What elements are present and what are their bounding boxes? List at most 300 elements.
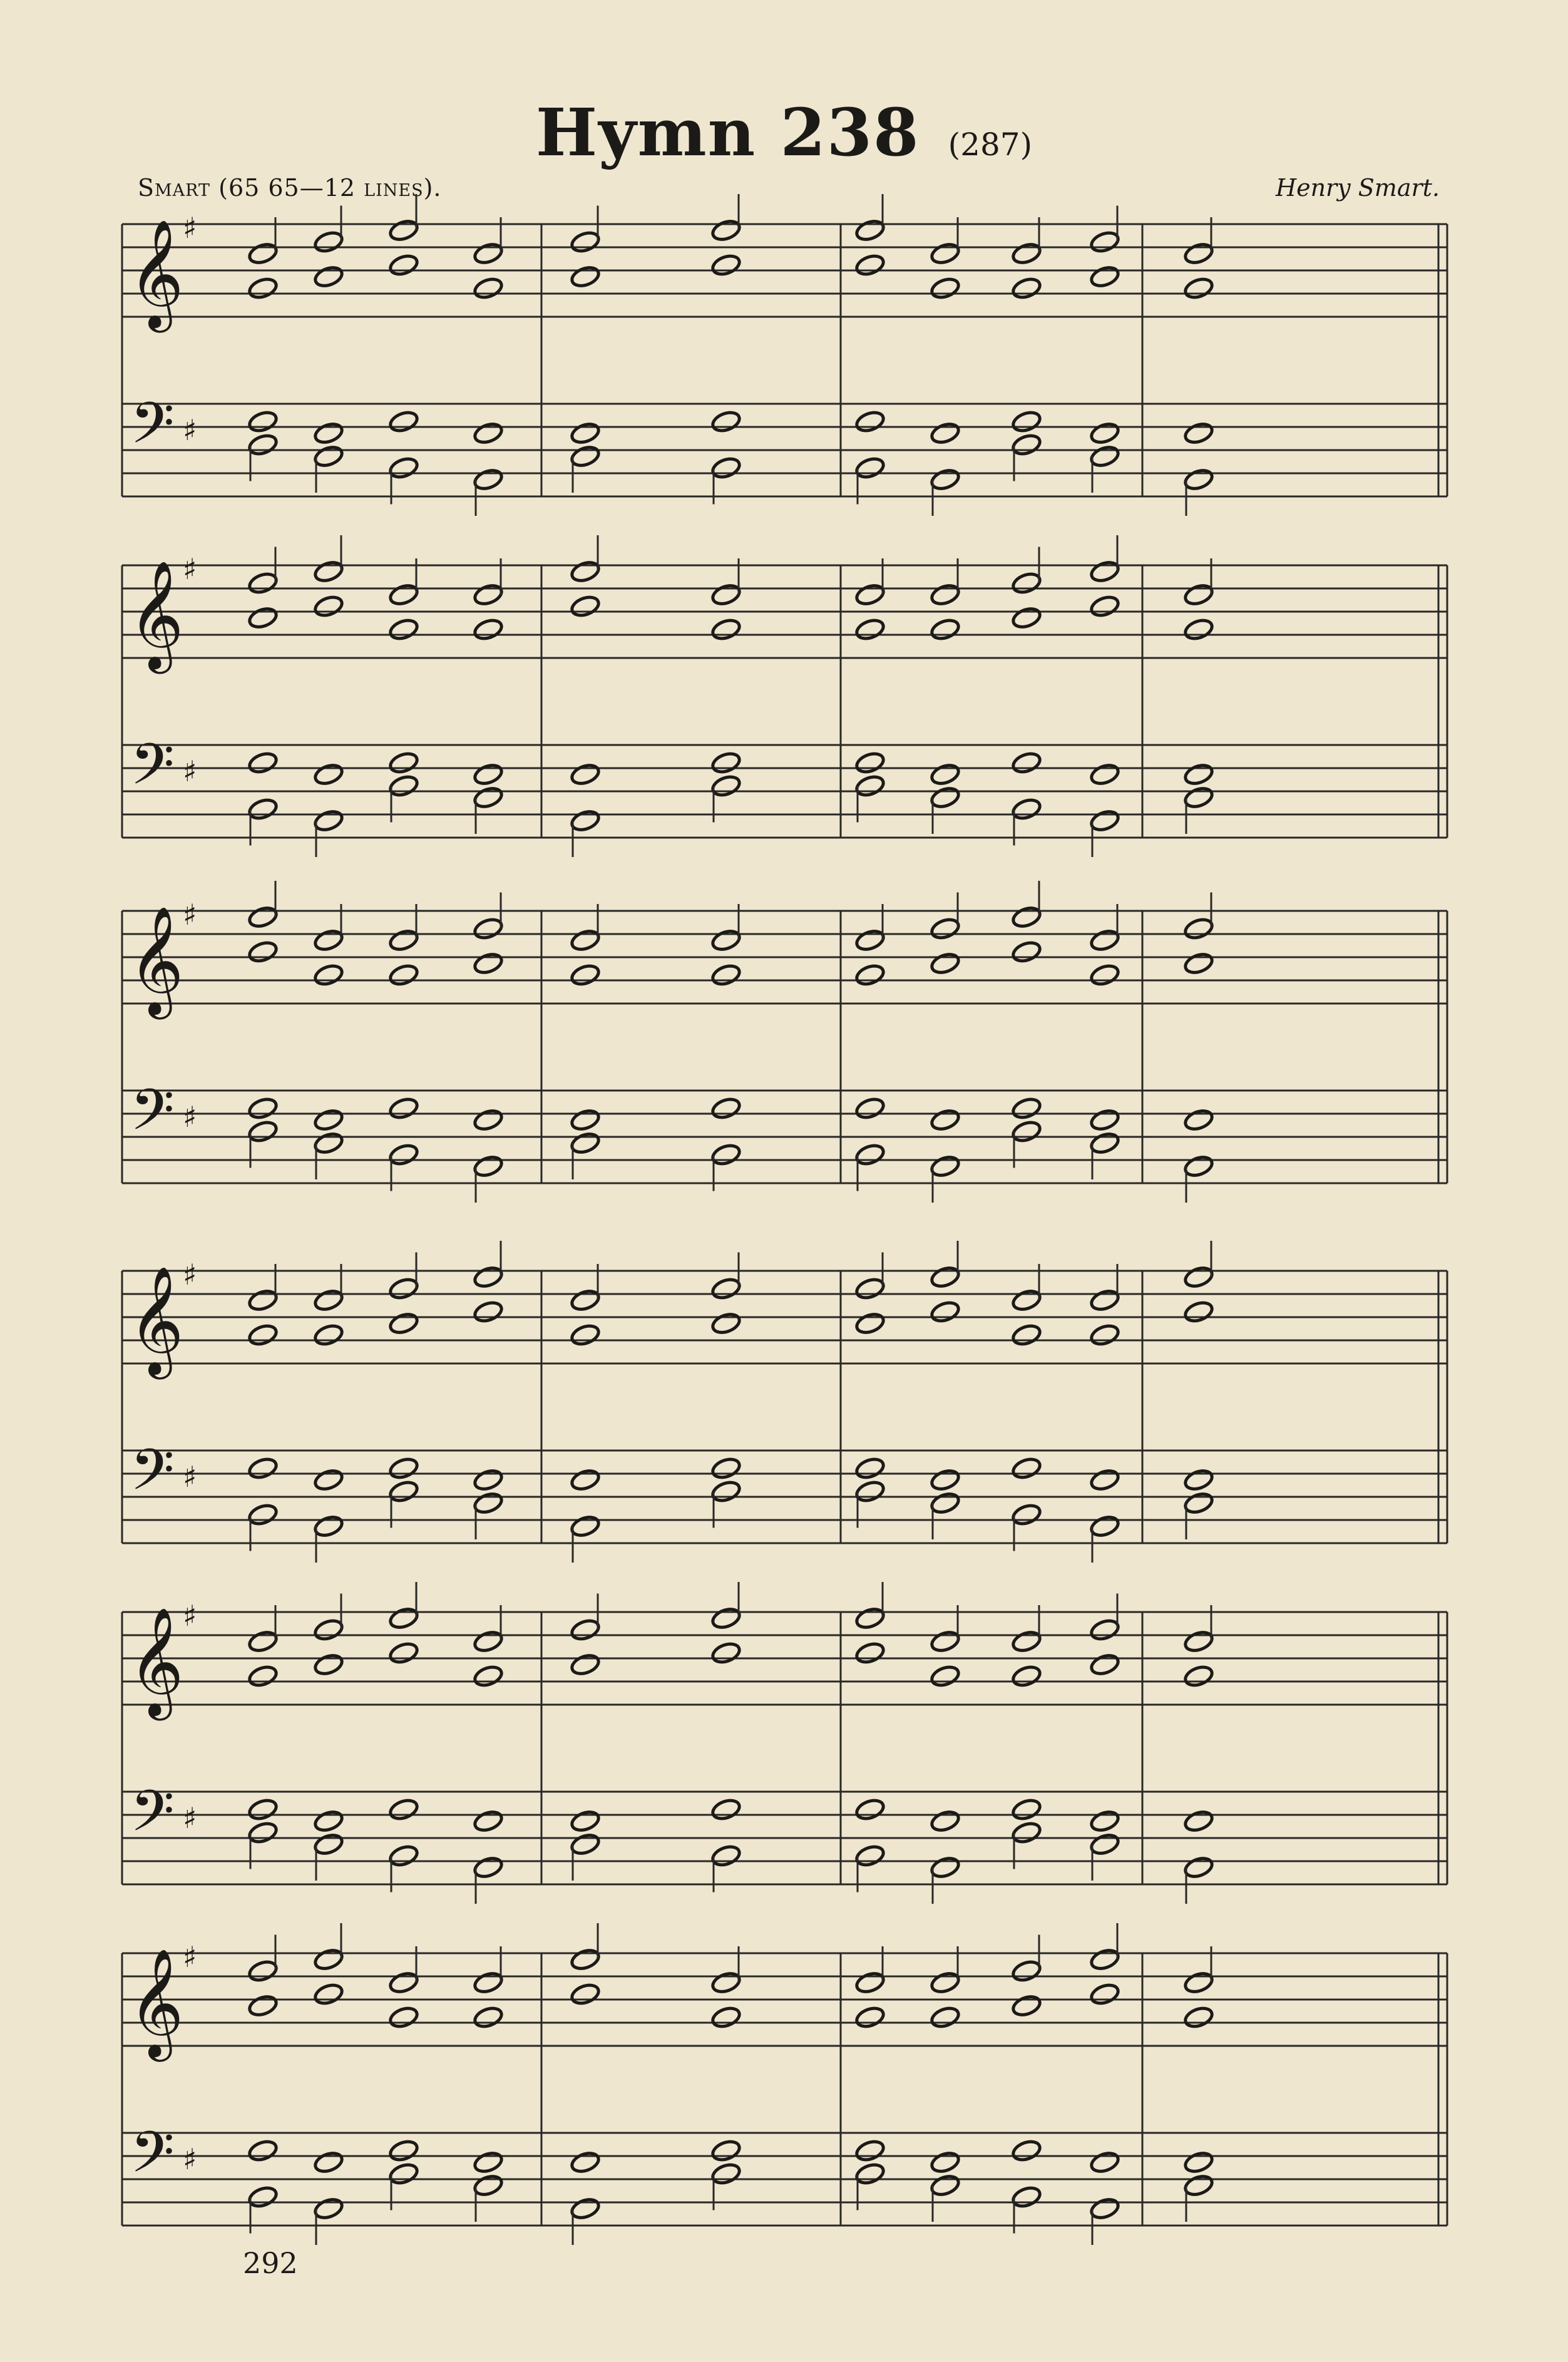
note-head — [710, 1641, 742, 1665]
note-head — [388, 1096, 419, 1121]
note-head — [1183, 1107, 1214, 1132]
note-head — [1011, 797, 1042, 821]
note-head — [313, 808, 344, 833]
note-head — [1183, 617, 1214, 642]
treble-staff — [122, 1271, 1447, 1363]
note-head — [570, 1832, 601, 1856]
sharp-icon: ♯ — [183, 898, 197, 932]
note-head — [1089, 1982, 1120, 2006]
note-head — [1011, 1629, 1042, 1653]
note-head — [854, 1797, 886, 1822]
note-head — [1183, 1265, 1214, 1289]
sharp-icon: ♯ — [183, 1258, 197, 1291]
tune-name: Smart (65 65—12 lines). — [138, 174, 442, 202]
note-head — [1011, 1797, 1042, 1822]
note-head — [1183, 1491, 1214, 1515]
note-head — [1089, 1288, 1120, 1312]
note-head — [854, 1311, 886, 1335]
note-head — [1089, 264, 1120, 289]
note-head — [313, 444, 344, 468]
note-head — [710, 1276, 742, 1301]
note-head — [313, 762, 344, 786]
note-head — [473, 917, 504, 941]
note-head — [388, 1606, 419, 1630]
note-head — [1089, 1652, 1120, 1677]
staff-system — [122, 1923, 1447, 2245]
note-head — [313, 1982, 344, 2006]
note-head — [1089, 1467, 1120, 1492]
note-head — [473, 1154, 504, 1178]
note-head — [1011, 1288, 1042, 1312]
note-head — [247, 905, 279, 929]
note-head — [313, 1832, 344, 1856]
note-head — [473, 617, 504, 642]
note-head — [313, 1323, 344, 1347]
note-head — [313, 1131, 344, 1155]
note-head — [1011, 241, 1042, 265]
note-head — [247, 2139, 279, 2163]
treble-clef-icon: 𝄞 — [128, 219, 184, 328]
note-head — [388, 617, 419, 642]
note-head — [1183, 917, 1214, 941]
note-head — [1183, 1664, 1214, 1688]
note-head — [247, 241, 279, 265]
sharp-icon: ♯ — [183, 2142, 197, 2176]
note-head — [570, 1323, 601, 1347]
note-head — [1089, 1514, 1120, 1538]
note-head — [570, 421, 601, 445]
note-head — [473, 785, 504, 809]
note-head — [1183, 1855, 1214, 1879]
note-head — [1089, 421, 1120, 445]
note-head — [1011, 1323, 1042, 1347]
note-head — [710, 1479, 742, 1504]
note-head — [930, 2005, 961, 2030]
note-head — [930, 582, 961, 607]
note-head — [710, 1970, 742, 1995]
note-head — [854, 751, 886, 775]
note-head — [854, 1606, 886, 1630]
note-head — [473, 1265, 504, 1289]
note-head — [313, 1107, 344, 1132]
bass-clef-icon: 𝄢 — [130, 1437, 175, 1517]
note-head — [388, 928, 419, 952]
note-head — [473, 467, 504, 491]
note-head — [1011, 409, 1042, 434]
bass-staff — [122, 745, 1447, 838]
note-head — [1011, 433, 1042, 457]
treble-clef-icon: 𝄞 — [128, 1948, 184, 2057]
note-head — [473, 1855, 504, 1879]
note-head — [1011, 605, 1042, 630]
staff-system — [122, 1582, 1447, 1904]
note-head — [388, 1276, 419, 1301]
bass-staff — [122, 2133, 1447, 2226]
note-head — [854, 253, 886, 277]
note-head — [930, 1300, 961, 1324]
note-head — [247, 797, 279, 821]
note-head — [388, 253, 419, 277]
note-head — [854, 409, 886, 434]
note-head — [1089, 2196, 1120, 2221]
note-head — [710, 774, 742, 798]
sharp-icon: ♯ — [183, 1940, 197, 1974]
note-head — [854, 218, 886, 242]
bass-staff — [122, 1451, 1447, 1543]
note-head — [570, 2150, 601, 2174]
note-head — [710, 218, 742, 242]
note-head — [570, 264, 601, 289]
sharp-icon: ♯ — [183, 1100, 197, 1134]
sharp-icon: ♯ — [183, 1801, 197, 1835]
note-head — [388, 1479, 419, 1504]
treble-clef-icon: 𝄞 — [128, 560, 184, 669]
note-head — [388, 1456, 419, 1481]
note-head — [313, 963, 344, 987]
note-head — [313, 1467, 344, 1492]
note-head — [313, 264, 344, 289]
note-head — [854, 2005, 886, 2030]
note-head — [930, 241, 961, 265]
note-head — [1011, 1820, 1042, 1845]
page-number: 292 — [243, 2246, 298, 2280]
note-head — [930, 1629, 961, 1653]
note-head — [854, 2139, 886, 2163]
note-head — [1183, 467, 1214, 491]
sharp-icon: ♯ — [183, 1460, 197, 1494]
note-head — [1011, 571, 1042, 595]
note-head — [1089, 1618, 1120, 1642]
note-head — [1011, 1096, 1042, 1121]
note-head — [930, 1467, 961, 1492]
note-head — [1011, 1993, 1042, 2018]
note-head — [570, 1107, 601, 1132]
note-head — [1183, 762, 1214, 786]
note-head — [313, 2150, 344, 2174]
note-head — [570, 1618, 601, 1642]
note-head — [388, 751, 419, 775]
note-head — [570, 444, 601, 468]
note-head — [388, 1311, 419, 1335]
note-head — [473, 2150, 504, 2174]
staff-system — [122, 194, 1447, 516]
note-head — [247, 1797, 279, 1822]
sharp-icon: ♯ — [183, 754, 197, 788]
note-head — [313, 928, 344, 952]
note-head — [313, 1514, 344, 1538]
note-head — [1183, 2173, 1214, 2197]
note-head — [1011, 2185, 1042, 2209]
hymn-alt-number: (287) — [948, 126, 1033, 163]
note-head — [930, 1970, 961, 1995]
note-head — [930, 1265, 961, 1289]
note-head — [1011, 276, 1042, 300]
note-head — [313, 2196, 344, 2221]
note-head — [854, 928, 886, 952]
note-head — [930, 1664, 961, 1688]
note-head — [1089, 1947, 1120, 1971]
note-head — [854, 1641, 886, 1665]
note-head — [1183, 1970, 1214, 1995]
note-head — [388, 1844, 419, 1868]
note-head — [1183, 2005, 1214, 2030]
note-head — [247, 940, 279, 964]
note-head — [854, 1096, 886, 1121]
note-head — [1183, 1154, 1214, 1178]
note-head — [854, 2162, 886, 2186]
staff-system — [122, 881, 1447, 1203]
note-head — [570, 963, 601, 987]
note-head — [1183, 1629, 1214, 1653]
note-head — [473, 1300, 504, 1324]
note-head — [854, 1479, 886, 1504]
note-head — [930, 276, 961, 300]
note-head — [313, 421, 344, 445]
note-head — [473, 2005, 504, 2030]
note-head — [473, 582, 504, 607]
note-head — [570, 559, 601, 583]
note-head — [388, 582, 419, 607]
note-head — [473, 2173, 504, 2197]
staff-system — [122, 535, 1447, 857]
note-head — [854, 1142, 886, 1167]
note-head — [247, 1993, 279, 2018]
sharp-icon: ♯ — [183, 413, 197, 447]
note-head — [473, 1809, 504, 1833]
note-head — [710, 2005, 742, 2030]
note-head — [930, 951, 961, 975]
note-head — [854, 963, 886, 987]
note-head — [313, 1809, 344, 1833]
note-head — [388, 1797, 419, 1822]
note-head — [247, 1502, 279, 1527]
note-head — [313, 594, 344, 619]
note-head — [710, 2139, 742, 2163]
sharp-icon: ♯ — [183, 1599, 197, 1633]
sharp-icon: ♯ — [183, 552, 197, 586]
note-head — [247, 2185, 279, 2209]
note-head — [1011, 905, 1042, 929]
note-head — [473, 276, 504, 300]
composer-name: Henry Smart. — [1275, 174, 1440, 202]
note-head — [930, 2173, 961, 2197]
note-head — [313, 230, 344, 254]
note-head — [1089, 1107, 1120, 1132]
note-head — [388, 774, 419, 798]
note-head — [247, 1629, 279, 1653]
note-head — [247, 409, 279, 434]
note-head — [388, 2162, 419, 2186]
note-head — [710, 582, 742, 607]
note-head — [1089, 2150, 1120, 2174]
note-head — [1011, 1959, 1042, 1983]
note-head — [710, 1606, 742, 1630]
note-head — [247, 1119, 279, 1144]
note-head — [388, 409, 419, 434]
note-head — [1183, 241, 1214, 265]
note-head — [1011, 1502, 1042, 1527]
note-head — [570, 1131, 601, 1155]
note-head — [930, 467, 961, 491]
note-head — [710, 617, 742, 642]
treble-clef-icon: 𝄞 — [128, 1607, 184, 1716]
note-head — [930, 762, 961, 786]
note-head — [710, 456, 742, 480]
note-head — [1183, 785, 1214, 809]
note-head — [710, 1456, 742, 1481]
note-head — [1089, 762, 1120, 786]
note-head — [710, 409, 742, 434]
note-head — [854, 1456, 886, 1481]
note-head — [388, 2005, 419, 2030]
note-head — [388, 963, 419, 987]
note-head — [710, 1797, 742, 1822]
note-head — [930, 1809, 961, 1833]
note-head — [247, 1456, 279, 1481]
treble-staff — [122, 911, 1447, 1004]
note-head — [1183, 951, 1214, 975]
note-head — [570, 1467, 601, 1492]
note-head — [247, 1820, 279, 1845]
note-head — [388, 1970, 419, 1995]
note-head — [247, 276, 279, 300]
bass-clef-icon: 𝄢 — [130, 390, 175, 470]
note-head — [1183, 2150, 1214, 2174]
note-head — [854, 617, 886, 642]
note-head — [1011, 940, 1042, 964]
note-head — [313, 559, 344, 583]
note-head — [388, 456, 419, 480]
note-head — [570, 1514, 601, 1538]
note-head — [1183, 276, 1214, 300]
note-head — [710, 963, 742, 987]
note-head — [313, 1652, 344, 1677]
note-head — [710, 1311, 742, 1335]
note-head — [247, 1288, 279, 1312]
note-head — [1089, 1131, 1120, 1155]
note-head — [247, 1323, 279, 1347]
note-head — [1011, 1119, 1042, 1144]
note-head — [930, 421, 961, 445]
note-head — [930, 785, 961, 809]
note-head — [710, 751, 742, 775]
note-head — [473, 1491, 504, 1515]
note-head — [854, 774, 886, 798]
note-head — [710, 253, 742, 277]
note-head — [1011, 2139, 1042, 2163]
note-head — [930, 917, 961, 941]
note-head — [1089, 1832, 1120, 1856]
note-head — [930, 617, 961, 642]
note-head — [1089, 444, 1120, 468]
note-head — [473, 1467, 504, 1492]
note-head — [247, 751, 279, 775]
note-head — [854, 1970, 886, 1995]
note-head — [388, 1142, 419, 1167]
note-head — [1089, 963, 1120, 987]
note-head — [1011, 751, 1042, 775]
note-head — [930, 1154, 961, 1178]
bass-clef-icon: 𝄢 — [130, 1778, 175, 1858]
note-head — [854, 1844, 886, 1868]
note-head — [1089, 808, 1120, 833]
note-head — [854, 456, 886, 480]
note-head — [1183, 1467, 1214, 1492]
note-head — [570, 2196, 601, 2221]
note-head — [1089, 1323, 1120, 1347]
note-head — [570, 1982, 601, 2006]
note-head — [247, 1664, 279, 1688]
note-head — [1089, 928, 1120, 952]
note-head — [710, 2162, 742, 2186]
note-head — [473, 951, 504, 975]
note-head — [473, 1629, 504, 1653]
note-head — [930, 2150, 961, 2174]
note-head — [388, 218, 419, 242]
note-head — [570, 1947, 601, 1971]
note-head — [1089, 1809, 1120, 1833]
note-head — [570, 762, 601, 786]
note-head — [313, 1947, 344, 1971]
note-head — [710, 1142, 742, 1167]
note-head — [313, 1288, 344, 1312]
note-head — [710, 1096, 742, 1121]
sharp-icon: ♯ — [183, 211, 197, 245]
note-head — [473, 762, 504, 786]
note-head — [854, 582, 886, 607]
note-head — [1089, 230, 1120, 254]
note-head — [710, 1844, 742, 1868]
note-head — [247, 605, 279, 630]
treble-clef-icon: 𝄞 — [128, 906, 184, 1015]
note-head — [473, 241, 504, 265]
note-head — [930, 1107, 961, 1132]
note-head — [247, 1096, 279, 1121]
note-head — [570, 1809, 601, 1833]
note-head — [247, 433, 279, 457]
treble-clef-icon: 𝄞 — [128, 1266, 184, 1375]
note-head — [570, 1652, 601, 1677]
note-head — [247, 571, 279, 595]
note-head — [1089, 594, 1120, 619]
note-head — [388, 1641, 419, 1665]
note-head — [570, 808, 601, 833]
note-head — [570, 230, 601, 254]
bass-clef-icon: 𝄢 — [130, 731, 175, 811]
note-head — [854, 1276, 886, 1301]
note-head — [1183, 582, 1214, 607]
note-head — [247, 1959, 279, 1983]
note-head — [570, 594, 601, 619]
note-head — [1089, 559, 1120, 583]
note-head — [1183, 1300, 1214, 1324]
note-head — [473, 1970, 504, 1995]
note-head — [710, 928, 742, 952]
note-head — [1183, 1809, 1214, 1833]
note-head — [473, 1664, 504, 1688]
note-head — [1011, 1456, 1042, 1481]
note-head — [930, 1855, 961, 1879]
note-head — [473, 1107, 504, 1132]
note-head — [473, 421, 504, 445]
hymn-title-text: Hymn 238 — [535, 94, 920, 171]
note-head — [570, 1288, 601, 1312]
bass-clef-icon: 𝄢 — [130, 1077, 175, 1157]
note-head — [388, 2139, 419, 2163]
note-head — [570, 928, 601, 952]
note-head — [1183, 421, 1214, 445]
bass-clef-icon: 𝄢 — [130, 2119, 175, 2199]
